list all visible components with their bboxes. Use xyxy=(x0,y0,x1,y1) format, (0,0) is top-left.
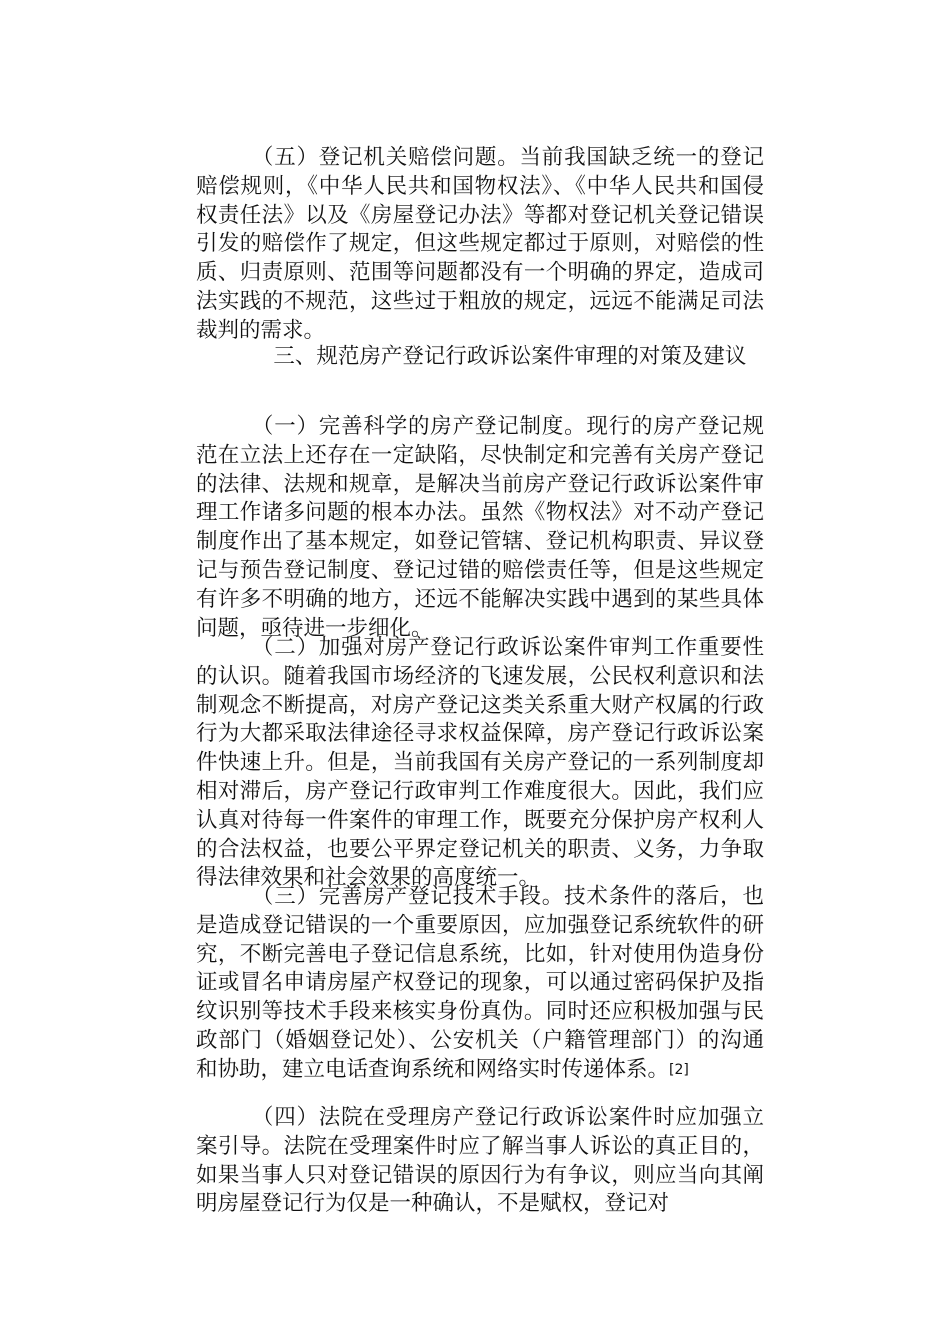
citation-reference: [2] xyxy=(669,1061,689,1078)
paragraph-improve-registration-system: （一）完善科学的房产登记制度。现行的房产登记规范在立法上还存在一定缺陷，尽快制定和完善有关房产登记的法律、法规和规章，是解决当前房产登记行政诉讼案件审理工作诸多问题的根本办法。虽然《物权法》对不动产登记制度作出了基本规定，如登记管辖、登记机构职责、异议登记与预告登记制度、登记过错的赔偿责任等，但是这些规定有许多不明确的地方，还远不能解决实践中遇到的某些具体问题，亟待进一步细化。 xyxy=(196,414,764,641)
paragraph-strengthen-awareness: （二）加强对房产登记行政诉讼案件审判工作重要性的认识。随着我国市场经济的飞速发展，公民权利意识和法制观念不断提高，对房产登记这类关系重大财产权属的行政行为大都采取法律途径寻求权益保障，房产登记行政诉讼案件快速上升。但是，当前我国有关房产登记的一系列制度却相对滞后，房产登记行政审判工作难度很大。因此，我们应认真对待每一件案件的审理工作，既要充分保护房产权利人的合法权益，也要公平界定登记机关的职责、义务，力争取得法律效果和社会效果的高度统一。 xyxy=(196,635,764,891)
paragraph-improve-technology-text: （三）完善房产登记技术手段。技术条件的落后，也是造成登记错误的一个重要原因，应加强登记系统软件的研究，不断完善电子登记信息系统，比如，针对使用伪造身份证或冒名申请房屋产权登记的现象，可以通过密码保护及指纹识别等技术手段来核实身份真伪。同时还应积极加强与民政部门（婚姻登记处）、公安机关（户籍管理部门）的沟通和协助，建立电话查询系统和网络实时传递体系。 xyxy=(196,884,764,1082)
paragraph-registration-compensation: （五）登记机关赔偿问题。当前我国缺乏统一的登记赔偿规则，《中华人民共和国物权法》、《中华人民共和国侵权责任法》以及《房屋登记办法》等都对登记机关登记错误引发的赔偿作了规定，但这些规定都过于原则，对赔偿的性质、归责原则、范围等问题都没有一个明确的界定，造成司法实践的不规范，这些过于粗放的规定，远远不能满足司法裁判的需求。 xyxy=(196,145,764,343)
paragraph-filing-guidance: （四）法院在受理房产登记行政诉讼案件时应加强立案引导。法院在受理案件时应了解当事人诉讼的真正目的，如果当事人只对登记错误的原因行为有争议，则应当向其阐明房屋登记行为仅是一种确认，不是赋权，登记对 xyxy=(196,1105,764,1217)
paragraph-improve-technology xyxy=(196,883,764,1085)
section-heading-3: 三、规范房产登记行政诉讼案件审理的对策及建议 xyxy=(273,344,747,369)
